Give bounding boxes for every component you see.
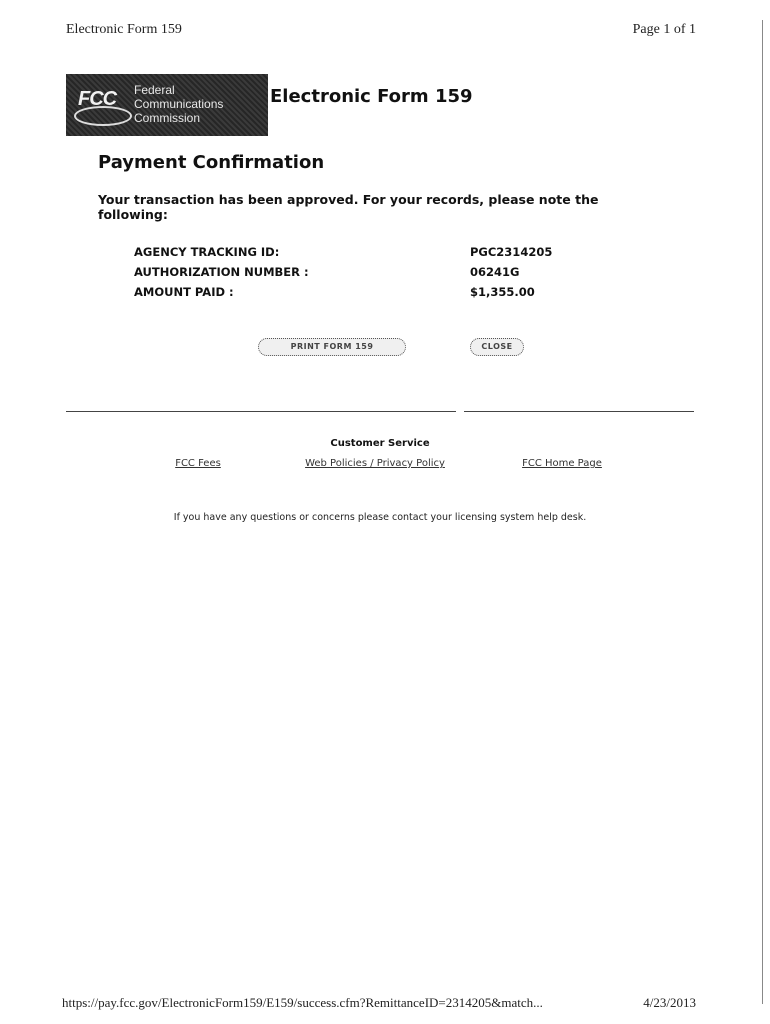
print-footer-url: https://pay.fcc.gov/ElectronicForm159/E159/success.cfm?RemittanceID=2314205&match... [62, 995, 543, 1010]
detail-label: AUTHORIZATION NUMBER : [134, 265, 309, 279]
detail-value: 06241G [470, 265, 520, 279]
agency-name [134, 83, 223, 125]
print-footer-date: 4/23/2013 [643, 995, 696, 1010]
detail-row-authorization-number [134, 265, 574, 285]
payment-details [134, 245, 574, 305]
fcc-logo-text: FCC [78, 88, 117, 110]
page-title: Payment Confirmation [98, 152, 325, 173]
fcc-logo-banner [66, 74, 268, 136]
print-page-number: Page 1 of 1 [632, 22, 696, 37]
customer-service-heading: Customer Service [330, 438, 430, 449]
detail-label: AGENCY TRACKING ID: [134, 245, 280, 259]
detail-value: PGC2314205 [470, 245, 553, 259]
approval-message: Your transaction has been approved. For your records, please note the following: [98, 192, 599, 222]
print-form-button[interactable]: PRINT FORM 159 [258, 338, 406, 356]
detail-value: $1,355.00 [470, 285, 535, 299]
footer-divider [66, 411, 456, 412]
print-header-title: Electronic Form 159 [66, 22, 182, 37]
agency-name-line: Commission [134, 111, 201, 125]
agency-name-line: Communications [134, 97, 224, 111]
fcc-seal-icon [74, 106, 132, 126]
footer-divider [464, 411, 694, 412]
agency-name-line: Federal [134, 83, 175, 97]
banner-title: Electronic Form 159 [270, 86, 473, 107]
web-policies-link[interactable]: Web Policies / Privacy Policy [305, 458, 445, 469]
fcc-fees-link[interactable]: FCC Fees [175, 458, 221, 469]
fcc-home-link[interactable]: FCC Home Page [522, 458, 602, 469]
page-edge-rule [762, 20, 763, 1004]
detail-row-tracking-id [134, 245, 574, 265]
detail-row-amount-paid [134, 285, 574, 305]
detail-label: AMOUNT PAID : [134, 285, 234, 299]
close-button[interactable]: CLOSE [470, 338, 524, 356]
help-desk-note: If you have any questions or concerns please contact your licensing system help desk. [173, 512, 587, 523]
